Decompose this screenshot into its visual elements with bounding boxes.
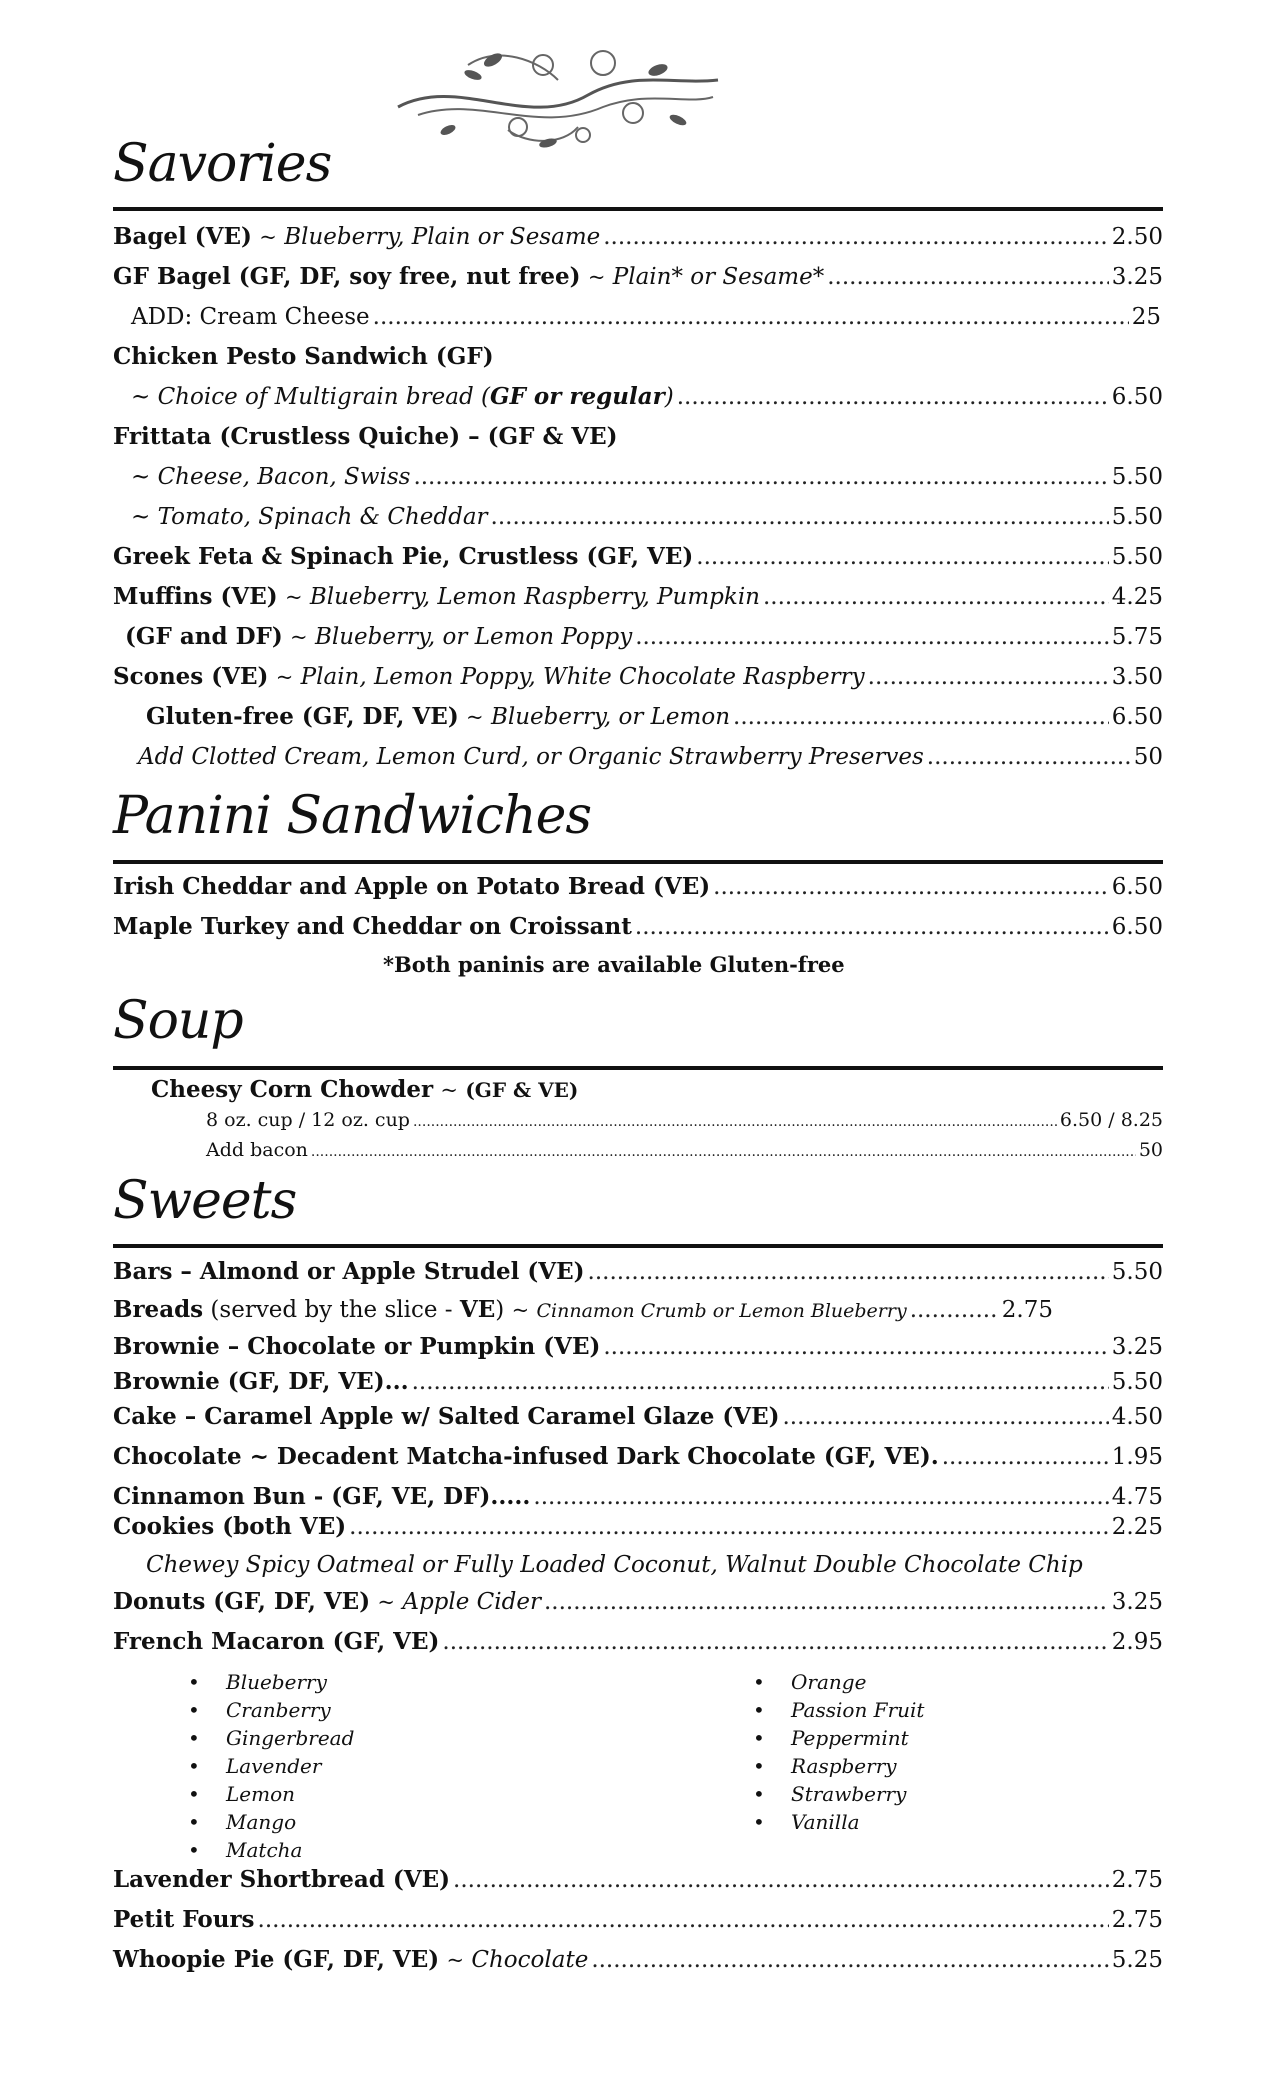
menu-page [113,0,1163,2100]
macaron-flavors-left [188,1668,354,1864]
macaron-flavors-right [753,1668,924,1836]
list-item: • Gingerbread [188,1724,354,1752]
menu-item-cinnamon-bun: Cinnamon Bun - (GF, VE, DF)..... ..... 4.75 [113,1482,1163,1512]
list-item: • Lavender [188,1752,354,1780]
menu-item-cookies: Cookies (both VE) ..... 2.25 [113,1512,1163,1542]
menu-item-soup: Cheesy Corn Chowder ~ (GF & VE) [151,1076,579,1103]
menu-item-bars: Bars – Almond or Apple Strudel (VE) ..... 5.50 [113,1257,1163,1287]
menu-item-muffins: Muffins (VE) ~ Blueberry, Lemon Raspberry, Pumpkin ..... 4.25 [113,582,1163,612]
list-item: • Raspberry [753,1752,924,1780]
menu-item-shortbread: Lavender Shortbread (VE) ..... 2.75 [113,1865,1163,1895]
divider [113,1244,1163,1248]
section-title-soup: Soup [113,991,243,1051]
soup-add-bacon: Add bacon ..... 50 [206,1137,1163,1165]
menu-item-whoopie-pie: Whoopie Pie (GF, DF, VE) ~ Chocolate ..... 5.25 [113,1945,1163,1975]
list-item: • Blueberry [188,1668,354,1696]
divider [113,1066,1163,1070]
menu-item-frittata: Frittata (Crustless Quiche) – (GF & VE) [113,423,618,450]
divider [113,860,1163,864]
section-title-sweets: Sweets [113,1171,297,1231]
list-item: • Cranberry [188,1696,354,1724]
menu-item-panini: Maple Turkey and Cheddar on Croissant ..... 6.50 [113,912,1163,942]
menu-item-donuts: Donuts (GF, DF, VE) ~ Apple Cider ..... 3.25 [113,1587,1163,1617]
menu-item-cream-cheese: ADD: Cream Cheese ..... 25 [131,302,1161,332]
menu-item-scones-gf: Gluten-free (GF, DF, VE) ~ Blueberry, or Lemon ..... 6.50 [146,702,1163,732]
section-title-panini: Panini Sandwiches [113,786,592,846]
menu-item-bagel: Bagel (VE) ~ Blueberry, Plain or Sesame ..... 2.50 [113,222,1163,252]
section-title-savories: Savories [113,134,332,194]
menu-item-petit-fours: Petit Fours ..... 2.75 [113,1905,1163,1935]
menu-item-scones: Scones (VE) ~ Plain, Lemon Poppy, White Chocolate Raspberry ..... 3.50 [113,662,1163,692]
menu-item-brownie: Brownie – Chocolate or Pumpkin (VE) ..... 3.25 [113,1332,1163,1362]
menu-item-chocolate: Chocolate ~ Decadent Matcha-infused Dark Chocolate (GF, VE). ..... 1.95 [113,1442,1163,1472]
menu-item-gf-bagel: GF Bagel (GF, DF, soy free, nut free) ~ Plain* or Sesame* ..... 3.25 [113,262,1163,292]
divider [113,207,1163,211]
menu-item-macaron: French Macaron (GF, VE) ..... 2.95 [113,1627,1163,1657]
menu-item-chicken-pesto: Chicken Pesto Sandwich (GF) [113,343,494,370]
menu-item-panini: Irish Cheddar and Apple on Potato Bread (VE) ..... 6.50 [113,872,1163,902]
swirl-ornament-icon [388,35,728,155]
menu-item-frittata-option: ~ Cheese, Bacon, Swiss ..... 5.50 [131,462,1163,492]
menu-item-frittata-option: ~ Tomato, Spinach & Cheddar ..... 5.50 [131,502,1163,532]
menu-item-muffins-gf: (GF and DF) ~ Blueberry, or Lemon Poppy ..... 5.75 [125,622,1163,652]
list-item: • Strawberry [753,1780,924,1808]
list-item: • Passion Fruit [753,1696,924,1724]
menu-item-breads: Breads (served by the slice - VE) ~ Cinnamon Crumb or Lemon Blueberry ..... 2.75 [113,1295,1053,1326]
list-item: • Orange [753,1668,924,1696]
cookies-description: Chewey Spicy Oatmeal or Fully Loaded Coconut, Walnut Double Chocolate Chip [146,1552,1083,1578]
panini-note: *Both paninis are available Gluten-free [383,952,845,977]
menu-item-brownie-gf: Brownie (GF, DF, VE)... ..... 5.50 [113,1367,1163,1397]
list-item: • Peppermint [753,1724,924,1752]
list-item: • Lemon [188,1780,354,1808]
menu-item-greek-pie: Greek Feta & Spinach Pie, Crustless (GF, VE) ..... 5.50 [113,542,1163,572]
menu-item-scones-add: Add Clotted Cream, Lemon Curd, or Organic Strawberry Preserves ..... 50 [138,742,1163,772]
soup-size: 8 oz. cup / 12 oz. cup ..... 6.50 / 8.25 [206,1107,1163,1135]
menu-item-chicken-pesto-bread: ~ Choice of Multigrain bread (GF or regular) ..... 6.50 [131,382,1163,412]
menu-item-cake: Cake – Caramel Apple w/ Salted Caramel Glaze (VE) ..... 4.50 [113,1402,1163,1432]
list-item: • Matcha [188,1836,354,1864]
list-item: • Mango [188,1808,354,1836]
list-item: • Vanilla [753,1808,924,1836]
